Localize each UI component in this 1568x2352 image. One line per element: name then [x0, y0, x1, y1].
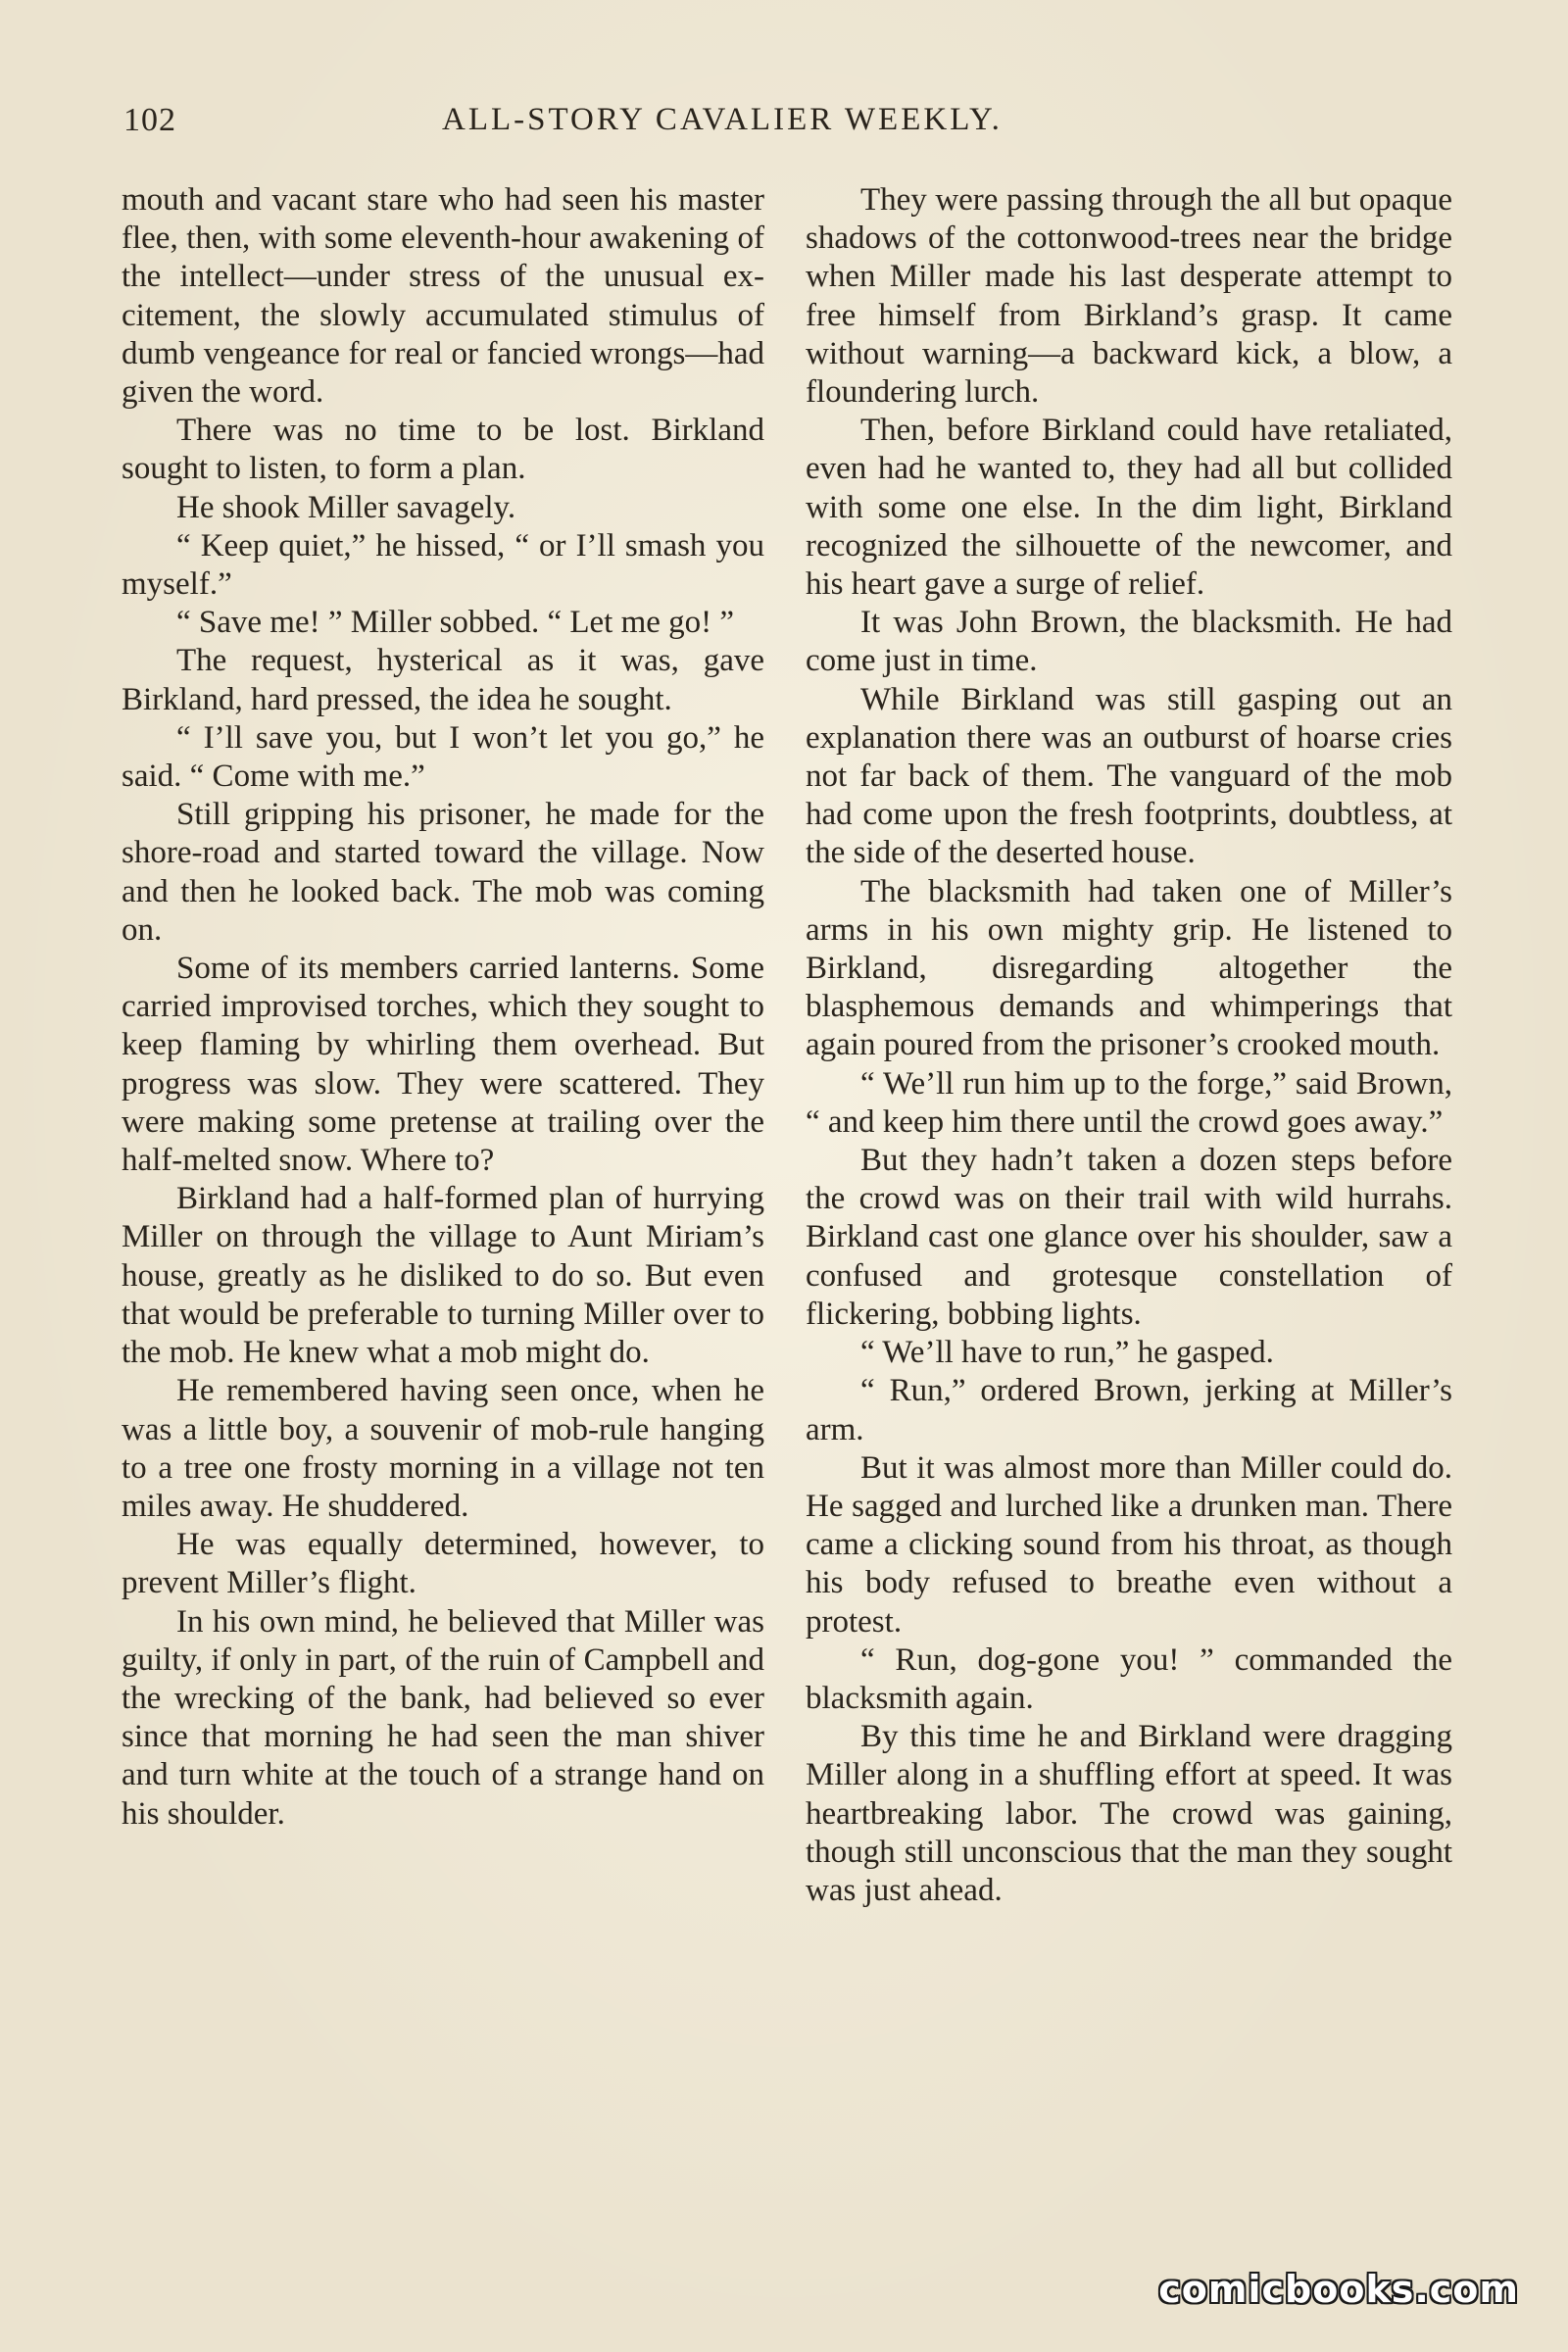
paragraph: “ Run,” ordered Brown, jerking at Miller’s arm. [806, 1373, 1452, 1447]
paragraph: Some of its members carried lanterns. Some carried improvised torches, which they sought to keep flaming by whirling them overhead. But progress was slow. They were scattered. They were making some pretense at trailing over the half-melted snow. Where to? [122, 951, 764, 1179]
paragraph: “ Keep quiet,” he hissed, “ or I’ll smash you myself.” [122, 527, 764, 603]
paragraph: Then, before Birkland could have retaliated, even had he wanted to, they had all but collided with some one else. In the dim light, Birkland recognized the silhouette of the newcomer, and his heart gave a surge of relief. [806, 413, 1452, 603]
paragraph: But they hadn’t taken a dozen steps before the crowd was on their trail with wild hurrahs. Birkland cast one glance over his shoulder, saw a confused and grotesque constellation of flickering, bobbing lights. [806, 1143, 1452, 1332]
paragraph: mouth and vacant stare who had seen his master flee, then, with some eleventh-hour awakening of the intellect—under stress of the unusual excitement, the slowly accumulated stimulus of dumb vengeance for real or fancied wrongs—had given the word. [122, 182, 764, 411]
paragraph: The request, hysterical as it was, gave Birkland, hard pressed, the idea he sought. [122, 643, 764, 717]
paragraph: “ Save me! ” Miller sobbed. “ Let me go! ” [176, 605, 735, 641]
paragraph: While Birkland was still gasping out an explanation there was an outburst of hoarse cries not far back of them. The vanguard of the mob had come upon the fresh footprints, doubtless, at the side of the deserted house. [806, 681, 1452, 871]
paragraph: “ Run, dog-gone you! ” commanded the blacksmith again. [806, 1642, 1452, 1716]
watermark: comicbooks.com [1158, 2268, 1519, 2311]
paragraph: The blacksmith had taken one of Miller’s arms in his own mighty grip. He listened to Birkland, disregarding altogether the blasphemous demands and whimperings that again poured from the prisoner’s crooked mouth. [806, 873, 1452, 1063]
page-number: 102 [123, 102, 176, 138]
paragraph: Birkland had a half-formed plan of hurrying Miller on through the village to Aunt Miriam’s house, greatly as he disliked to do so. But even that would be preferable to turning Miller over to the mob. He knew what a mob might do. [122, 1181, 764, 1371]
left-column [122, 181, 764, 1834]
paragraph: He shook Miller savagely. [176, 489, 516, 525]
paragraph: Still gripping his prisoner, he made for the shore-road and started toward the village. Now and then he looked back. The mob was coming on. [122, 797, 764, 948]
paragraph: “ I’ll save you, but I won’t let you go,” he said. “ Come with me.” [122, 719, 764, 795]
right-column [806, 181, 1452, 1910]
paragraph: “ We’ll run him up to the forge,” said Brown, “ and keep him there until the crowd goes away.” [806, 1065, 1452, 1140]
paragraph: He remembered having seen once, when he was a little boy, a souvenir of mob-rule hanging to a tree one frosty morning in a village not ten miles away. He shuddered. [122, 1373, 764, 1524]
paragraph: But it was almost more than Miller could do. He sagged and lurched like a drunken man. There came a clicking sound from his throat, as though his body refused to breathe even without a protest. [806, 1449, 1452, 1640]
paragraph: In his own mind, he believed that Miller was guilty, if only in part, of the ruin of Campbell and the wrecking of the bank, had believed so ever since that morning he had seen the man shiver and turn white at the touch of a strange hand on his shoulder. [122, 1603, 764, 1832]
paragraph: They were passing through the all but opaque shadows of the cottonwood-trees near the bridge when Miller made his last desperate attempt to free himself from Birkland’s grasp. It came without warning—a backward kick, a blow, a floundering lurch. [806, 182, 1452, 411]
paragraph: He was equally determined, however, to prevent Miller’s flight. [122, 1527, 764, 1601]
paragraph: “ We’ll have to run,” he gasped. [860, 1335, 1274, 1371]
running-head: ALL-STORY CAVALIER WEEKLY. [442, 102, 1003, 137]
paragraph: By this time he and Birkland were dragging Miller along in a shuffling effort at speed. It was heartbreaking labor. The crowd was gaining, though still unconscious that the man they sought was just ahead. [806, 1719, 1452, 1908]
page-header [123, 102, 1456, 151]
paragraph: There was no time to be lost. Birkland sought to listen, to form a plan. [122, 413, 764, 487]
paragraph: It was John Brown, the blacksmith. He had come just in time. [806, 605, 1452, 679]
